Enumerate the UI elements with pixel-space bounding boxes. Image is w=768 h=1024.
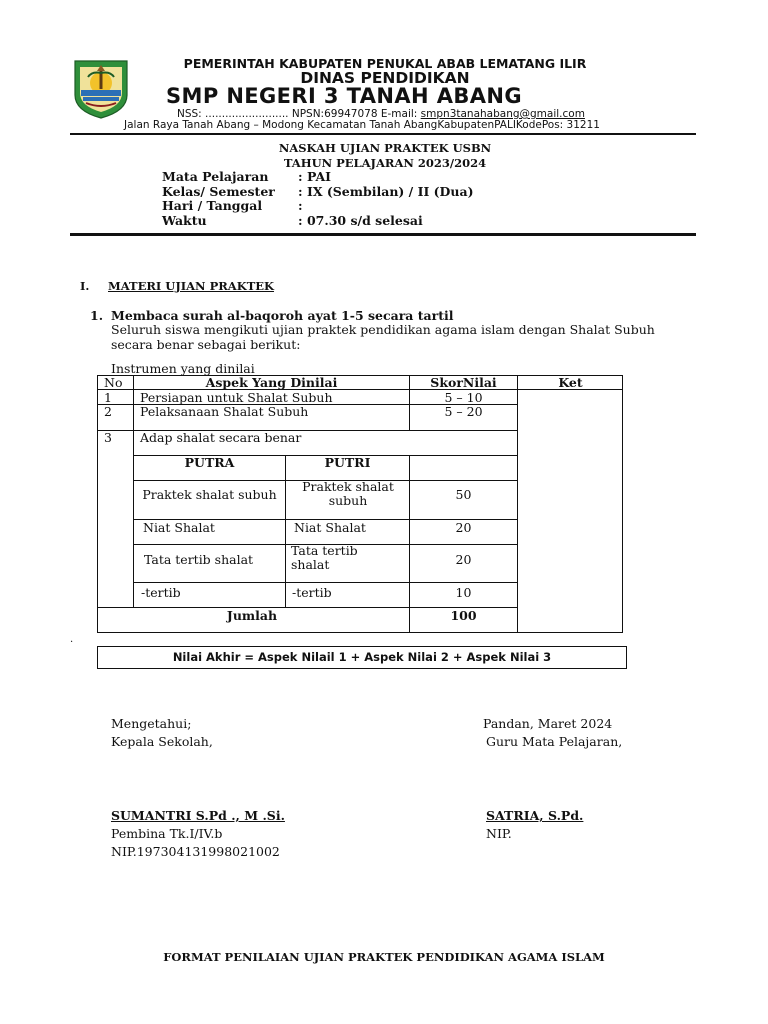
table-row-no: 3: [104, 430, 112, 445]
district-logo: [72, 57, 130, 119]
teacher-nip: NIP.: [486, 826, 512, 841]
footer-title: FORMAT PENILAIAN UJIAN PRAKTEK PENDIDIKAN AGAMA ISLAM: [163, 950, 605, 964]
exam-year: TAHUN PELAJARAN 2023/2024: [283, 156, 487, 170]
school-email[interactable]: smpn3tanahabang@gmail.com: [420, 108, 585, 120]
col-header-score: SkorNilai: [430, 375, 497, 390]
teacher-title: Guru Mata Pelajaran,: [486, 734, 623, 749]
info-label: Kelas/ Semester: [162, 184, 275, 199]
section-number: I.: [80, 279, 90, 293]
principal-name: SUMANTRI S.Pd ., M .Si.: [111, 808, 285, 823]
teacher-name: SATRIA, S.Pd.: [486, 808, 584, 823]
sub-row-putra: -tertib: [141, 585, 181, 600]
acknowledge-label: Mengetahui;: [111, 716, 192, 731]
principal-title: Kepala Sekolah,: [111, 734, 213, 749]
info-label: Hari / Tanggal: [162, 198, 263, 213]
table-row-aspect: Adap shalat secara benar: [140, 430, 302, 445]
letterhead-rule: [70, 133, 696, 135]
scoring-table: [97, 375, 623, 633]
info-value: : IX (Sembilan) / II (Dua): [298, 184, 474, 199]
sub-row-score: 10: [455, 585, 472, 600]
sub-row-score: 20: [455, 552, 472, 567]
subheader-putra: PUTRA: [184, 455, 235, 470]
info-value: : PAI: [298, 169, 332, 184]
sub-row-putri: Praktek shalat subuh: [302, 479, 394, 508]
item-title: Membaca surah al-baqoroh ayat 1-5 secara tartil: [111, 308, 454, 323]
info-label: Mata Pelajaran: [162, 169, 269, 184]
principal-nip: NIP.197304131998021002: [111, 844, 280, 859]
info-label: Waktu: [162, 213, 207, 228]
sub-row-score: 20: [455, 520, 472, 535]
place-date: Pandan, Maret 2024: [483, 716, 613, 731]
header-rule: [70, 233, 696, 236]
table-row-score: 5 – 10: [444, 390, 483, 405]
info-value: :: [298, 198, 303, 213]
sub-row-score: 50: [455, 487, 472, 502]
instruction-line-1: Seluruh siswa mengikuti ujian praktek pendidikan agama islam dengan Shalat Subuh: [111, 322, 655, 337]
sub-row-putri: Niat Shalat: [294, 520, 366, 535]
final-score-formula: Nilai Akhir = Aspek Nilail 1 + Aspek Nilai 2 + Aspek Nilai 3: [97, 646, 627, 669]
total-label: Jumlah: [226, 608, 278, 623]
contact-ids: NSS: ......................... NPSN:69947078 E-mail:: [177, 108, 421, 120]
col-header-note: Ket: [558, 375, 583, 390]
exam-title: NASKAH UJIAN PRAKTEK USBN: [278, 141, 492, 155]
office-name: DINAS PENDIDIKAN: [300, 69, 470, 87]
col-header-no: No: [104, 375, 123, 390]
sub-row-putra: Niat Shalat: [143, 520, 215, 535]
instruction-line-2: secara benar sebagai berikut:: [111, 337, 301, 352]
table-row-no: 2: [104, 404, 112, 419]
school-name: SMP NEGERI 3 TANAH ABANG: [166, 84, 523, 108]
sub-row-putra: Praktek shalat subuh: [142, 487, 277, 502]
government-name: PEMERINTAH KABUPATEN PENUKAL ABAB LEMATANG ILIR: [183, 56, 587, 71]
table-row-no: 1: [104, 390, 112, 405]
sub-row-putri: Tata tertib shalat: [291, 543, 358, 572]
stray-dot: .: [70, 634, 74, 645]
item-number: 1.: [90, 308, 104, 323]
instrument-label: Instrumen yang dinilai: [111, 361, 255, 376]
total-score: 100: [450, 608, 477, 623]
subheader-putri: PUTRI: [324, 455, 371, 470]
sub-row-putra: Tata tertib shalat: [144, 552, 254, 567]
col-header-aspect: Aspek Yang Dinilai: [205, 375, 338, 390]
table-row-aspect: Persiapan untuk Shalat Subuh: [140, 390, 333, 405]
school-address: Jalan Raya Tanah Abang – Modong Kecamatan Tanah AbangKabupatenPALIKodePos: 31211: [124, 119, 600, 131]
section-title: MATERI UJIAN PRAKTEK: [108, 279, 275, 293]
sub-row-putri: -tertib: [292, 585, 332, 600]
info-value: : 07.30 s/d selesai: [298, 213, 423, 228]
table-row-aspect: Pelaksanaan Shalat Subuh: [140, 404, 309, 419]
principal-rank: Pembina Tk.I/IV.b: [111, 826, 223, 841]
table-row-score: 5 – 20: [444, 404, 483, 419]
